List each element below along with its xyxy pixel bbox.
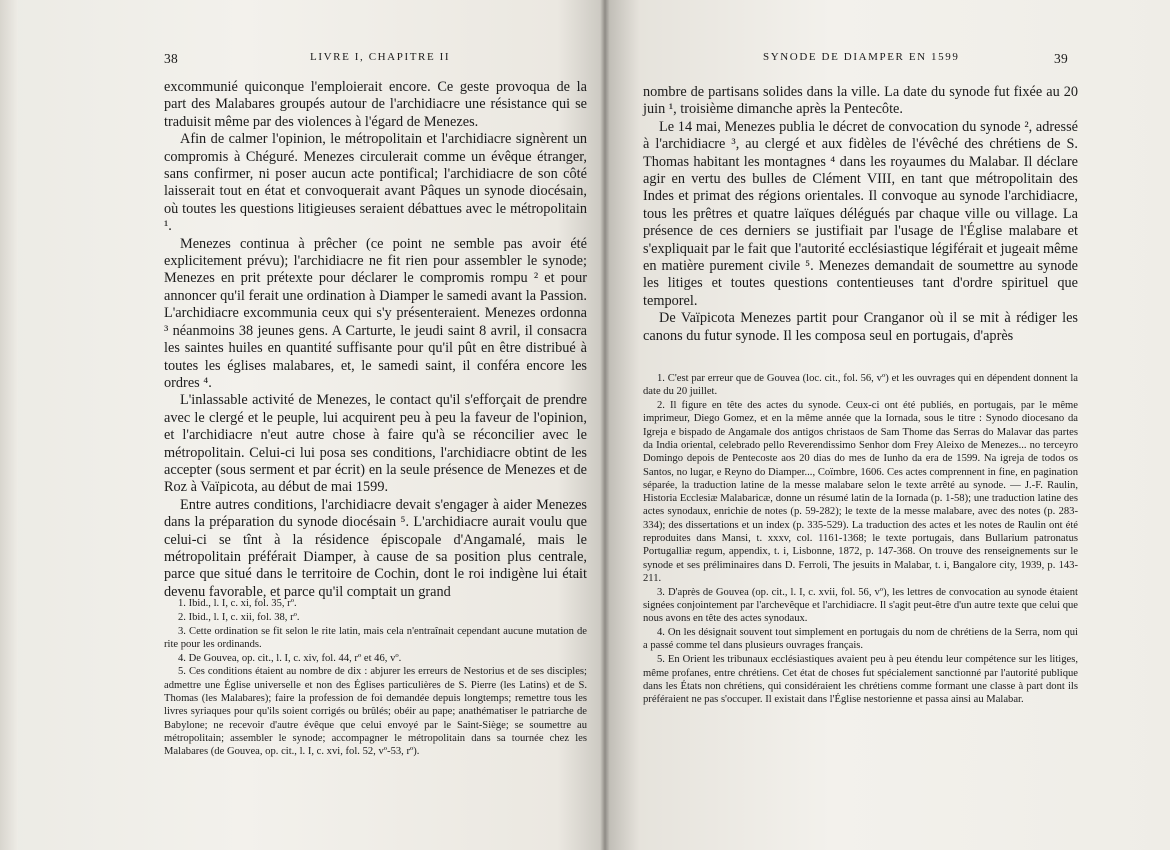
running-head-right: SYNODE DE DIAMPER EN 1599	[763, 51, 960, 63]
book-gutter	[600, 0, 610, 850]
paragraph: Menezes continua à prêcher (ce point ne semble pas avoir été explicitement prévu); l'archidiacre ne fit rien pour assembler le synode; Menezes en prit prétexte pour déclarer le compromis rompu ² et pour annoncer qu'il ferait une ordination à Diamper le samedi avant la Passion. L'archidiacre excommunia ceux qui s'y présenteraient. Menezes ordonna ³ néanmoins 38 jeunes gens. A Carturte, le jeudi saint 8 avril, il consacra les saintes huiles en quantité suffisante pour qu'il pût en être distribué à toutes les églises malabares, et, le samedi saint, il conféra encore les ordres ⁴.	[164, 235, 587, 391]
footnote: 4. On les désignait souvent tout simplement en portugais du nom de chrétiens de la Serra, nom qui a passé comme tel dans plusieurs ouvrages français.	[643, 627, 1078, 652]
paragraph: Le 14 mai, Menezes publia le décret de convocation du synode ², adressé à l'archidiacre ³, au clergé et aux fidèles de l'évêché des chrétiens de S. Thomas habitant les montagnes ⁴ dans les royaumes du Malabar. Il déclare agir en vertu des bulles de Clément VIII, en tant que métropolitain des Indes et primat des régions orientales. Il convoque au synode l'archidiacre, tous les prêtres et quatre laïques délégués par chaque ville ou village. La présence de ces derniers se justifiait par l'usage de l'Église malabare et s'expliquait par le fait que l'autorité ecclésiastique légiférait et jugeait même en matière purement civile ⁵. Menezes demandait de soumettre au synode les litiges et toutes questions contentieuses tant d'ordre spirituel que temporel.	[643, 118, 1078, 309]
paragraph: excommunié quiconque l'emploierait encore. Ce geste provoqua de la part des Malabares groupés autour de l'archidiacre une résistance qui se traduisit même par des violences à l'égard de Menezes.	[164, 79, 587, 130]
footnote: 2. Ibid., l. I, c. xii, fol. 38, rº.	[178, 611, 300, 623]
footnote: 3. D'après de Gouvea (op. cit., l. I, c. xvii, fol. 56, vº), les lettres de convocation au synode étaient signées conjointement par l'archevêque et l'archidiacre. Il s'agit peut-être d'un autre texte que celui que nous avons en tête des actes synodaux.	[643, 586, 1078, 625]
paragraph: Entre autres conditions, l'archidiacre devait s'engager à aider Menezes dans la préparation du synode diocésain ⁵. L'archidiacre aurait voulu que celui-ci se tînt à la résidence épiscopale d'Angamalé, mais le métropolitain préférait Diamper, à cause de sa position plus centrale, parce que situé dans le territoire de Cochin, dont le roi indigène lui était devenu favorable, et parce qu'il comptait un grand	[164, 496, 587, 600]
paragraph: nombre de partisans solides dans la ville. La date du synode fut fixée au 20 juin ¹, troisième dimanche après la Pentecôte.	[643, 84, 1078, 118]
right-footnotes	[643, 372, 1078, 706]
paragraph: De Vaïpicota Menezes partit pour Cranganor où il se mit à rédiger les canons du futur synode. Il les composa seul en portugais, d'après	[643, 310, 1078, 344]
page-number-left: 38	[164, 51, 179, 66]
footnote: 4. De Gouvea, op. cit., l. I, c. xiv, fol. 44, rº et 46, vº.	[178, 652, 402, 664]
page-number-right: 39	[1054, 51, 1069, 66]
paragraph: Afin de calmer l'opinion, le métropolitain et l'archidiacre signèrent un compromis à Chéguré. Menezes circulerait comme un évêque étranger, sans confirmer, ni poser aucun acte pontifical; l'archidiacre de son côté laisserait tout en état et convoquerait avant Pâques un synode diocésain, où toutes les questions litigieuses seraient débattues avec le métropolitain ¹.	[164, 131, 587, 235]
page-edge	[0, 0, 18, 850]
footnote: 1. C'est par erreur que de Gouvea (loc. cit., fol. 56, vº) et les ouvrages qui en dépendent donnent la date du 20 juillet.	[643, 373, 1078, 398]
paragraph: L'inlassable activité de Menezes, le contact qu'il s'efforçait de prendre avec le clergé et le peuple, lui acquirent peu à peu la faveur de l'opinion, et l'archidiacre n'eut autre chose à faire qu'à se réconcilier avec le métropolitain. Celui-ci lui posa ses conditions, l'archidiacre obtint de les accepter (sous serment et par écrit) en la seule présence de Menezes et de Roz à Vaïpicota, au début de mai 1599.	[164, 392, 587, 496]
footnote: 3. Cette ordination se fit selon le rite latin, mais cela n'entraînait cependant aucune mutation de rite pour les ordinands.	[164, 625, 587, 650]
footnote: 2. Il figure en tête des actes du synode. Ceux-ci ont été publiés, en portugais, par le même imprimeur, Diego Gomez, et en la même année que la Iornada, sous le titre : Synodo diocesano da Igreja e bispado de Angamale dos antigos christaos de Sam Thome das Serras do Malavar das partes da India oriental, celebrado pello Reverendissimo Senhor dom Frey Aleixo de Menezes... no terceyro Domingo depois de Pentecoste aos 20 dias do mes de Iunho da era de 1599. Na igreja de todos os Santos, no lugar, e Reyno do Diamper..., Coïmbre, 1606. Ces actes comprennent in fine, en pagination séparée, la traduction latine de la messe malabare selon le texte arrêté au synode. — J.-F. Raulin, Historia Ecclesiæ Malabaricæ, donne un résumé latin de la Iornada (p. 1-58); une traduction latine des actes synodaux, enrichie de notes (p. 59-282); le texte de la messe malabare, avec des notes (p. 283-334); des dissertations et un index (p. 335-529). La traduction des actes et les notes de Raulin ont été reproduites dans Mansi, t. xxxv, col. 1161-1368; le texte portugais, dans Bullarium patronatus Portugalliæ regum, appendix, t. i, Lisbonne, 1872, p. 147-368. On trouve des renseignements sur le synode et ses préliminaires dans D. Ferroli, The jesuits in Malabar, t. i, Bangalore city, 1939, p. 143-211.	[643, 400, 1078, 584]
footnote: 1. Ibid., l. I, c. xi, fol. 35, rº.	[178, 598, 297, 609]
footnote: 5. En Orient les tribunaux ecclésiastiques avaient peu à peu étendu leur compétence sur les litiges, même profanes, entre chrétiens. Cet état de choses fut spécialement sanctionné par l'autorité publique dans les États non chrétiens, qui considéraient les chrétiens comme formant une classe à part dont ils préféraient ne pas s'occuper. Il existait dans l'Église nestorienne et passa ainsi au Malabar.	[643, 654, 1078, 706]
right-body-text	[643, 84, 1078, 345]
running-head-left: LIVRE I, CHAPITRE II	[310, 51, 451, 63]
footnote: 5. Ces conditions étaient au nombre de dix : abjurer les erreurs de Nestorius et de ses disciples; admettre une Église universelle et non des Églises particulières de S. Pierre (les Latins) et de S. Thomas (les Malabares); faire la profession de foi demandée depuis longtemps; remettre tous les livres syriaques pour qu'ils soient corrigés ou brûlés; obéir au pape; anathématiser le patriarche de Babylone; ne recevoir d'autre évêque que celui envoyé par le Saint-Siège; se soumettre au métropolitain; assembler le synode; accompagner le métropolitain dans sa tournée chez les Malabares (de Gouvea, op. cit., l. I, c. xvi, fol. 52, vº-53, rº).	[164, 666, 587, 758]
left-footnotes	[164, 597, 587, 759]
left-body-text	[164, 79, 587, 601]
right-page	[606, 0, 1170, 850]
